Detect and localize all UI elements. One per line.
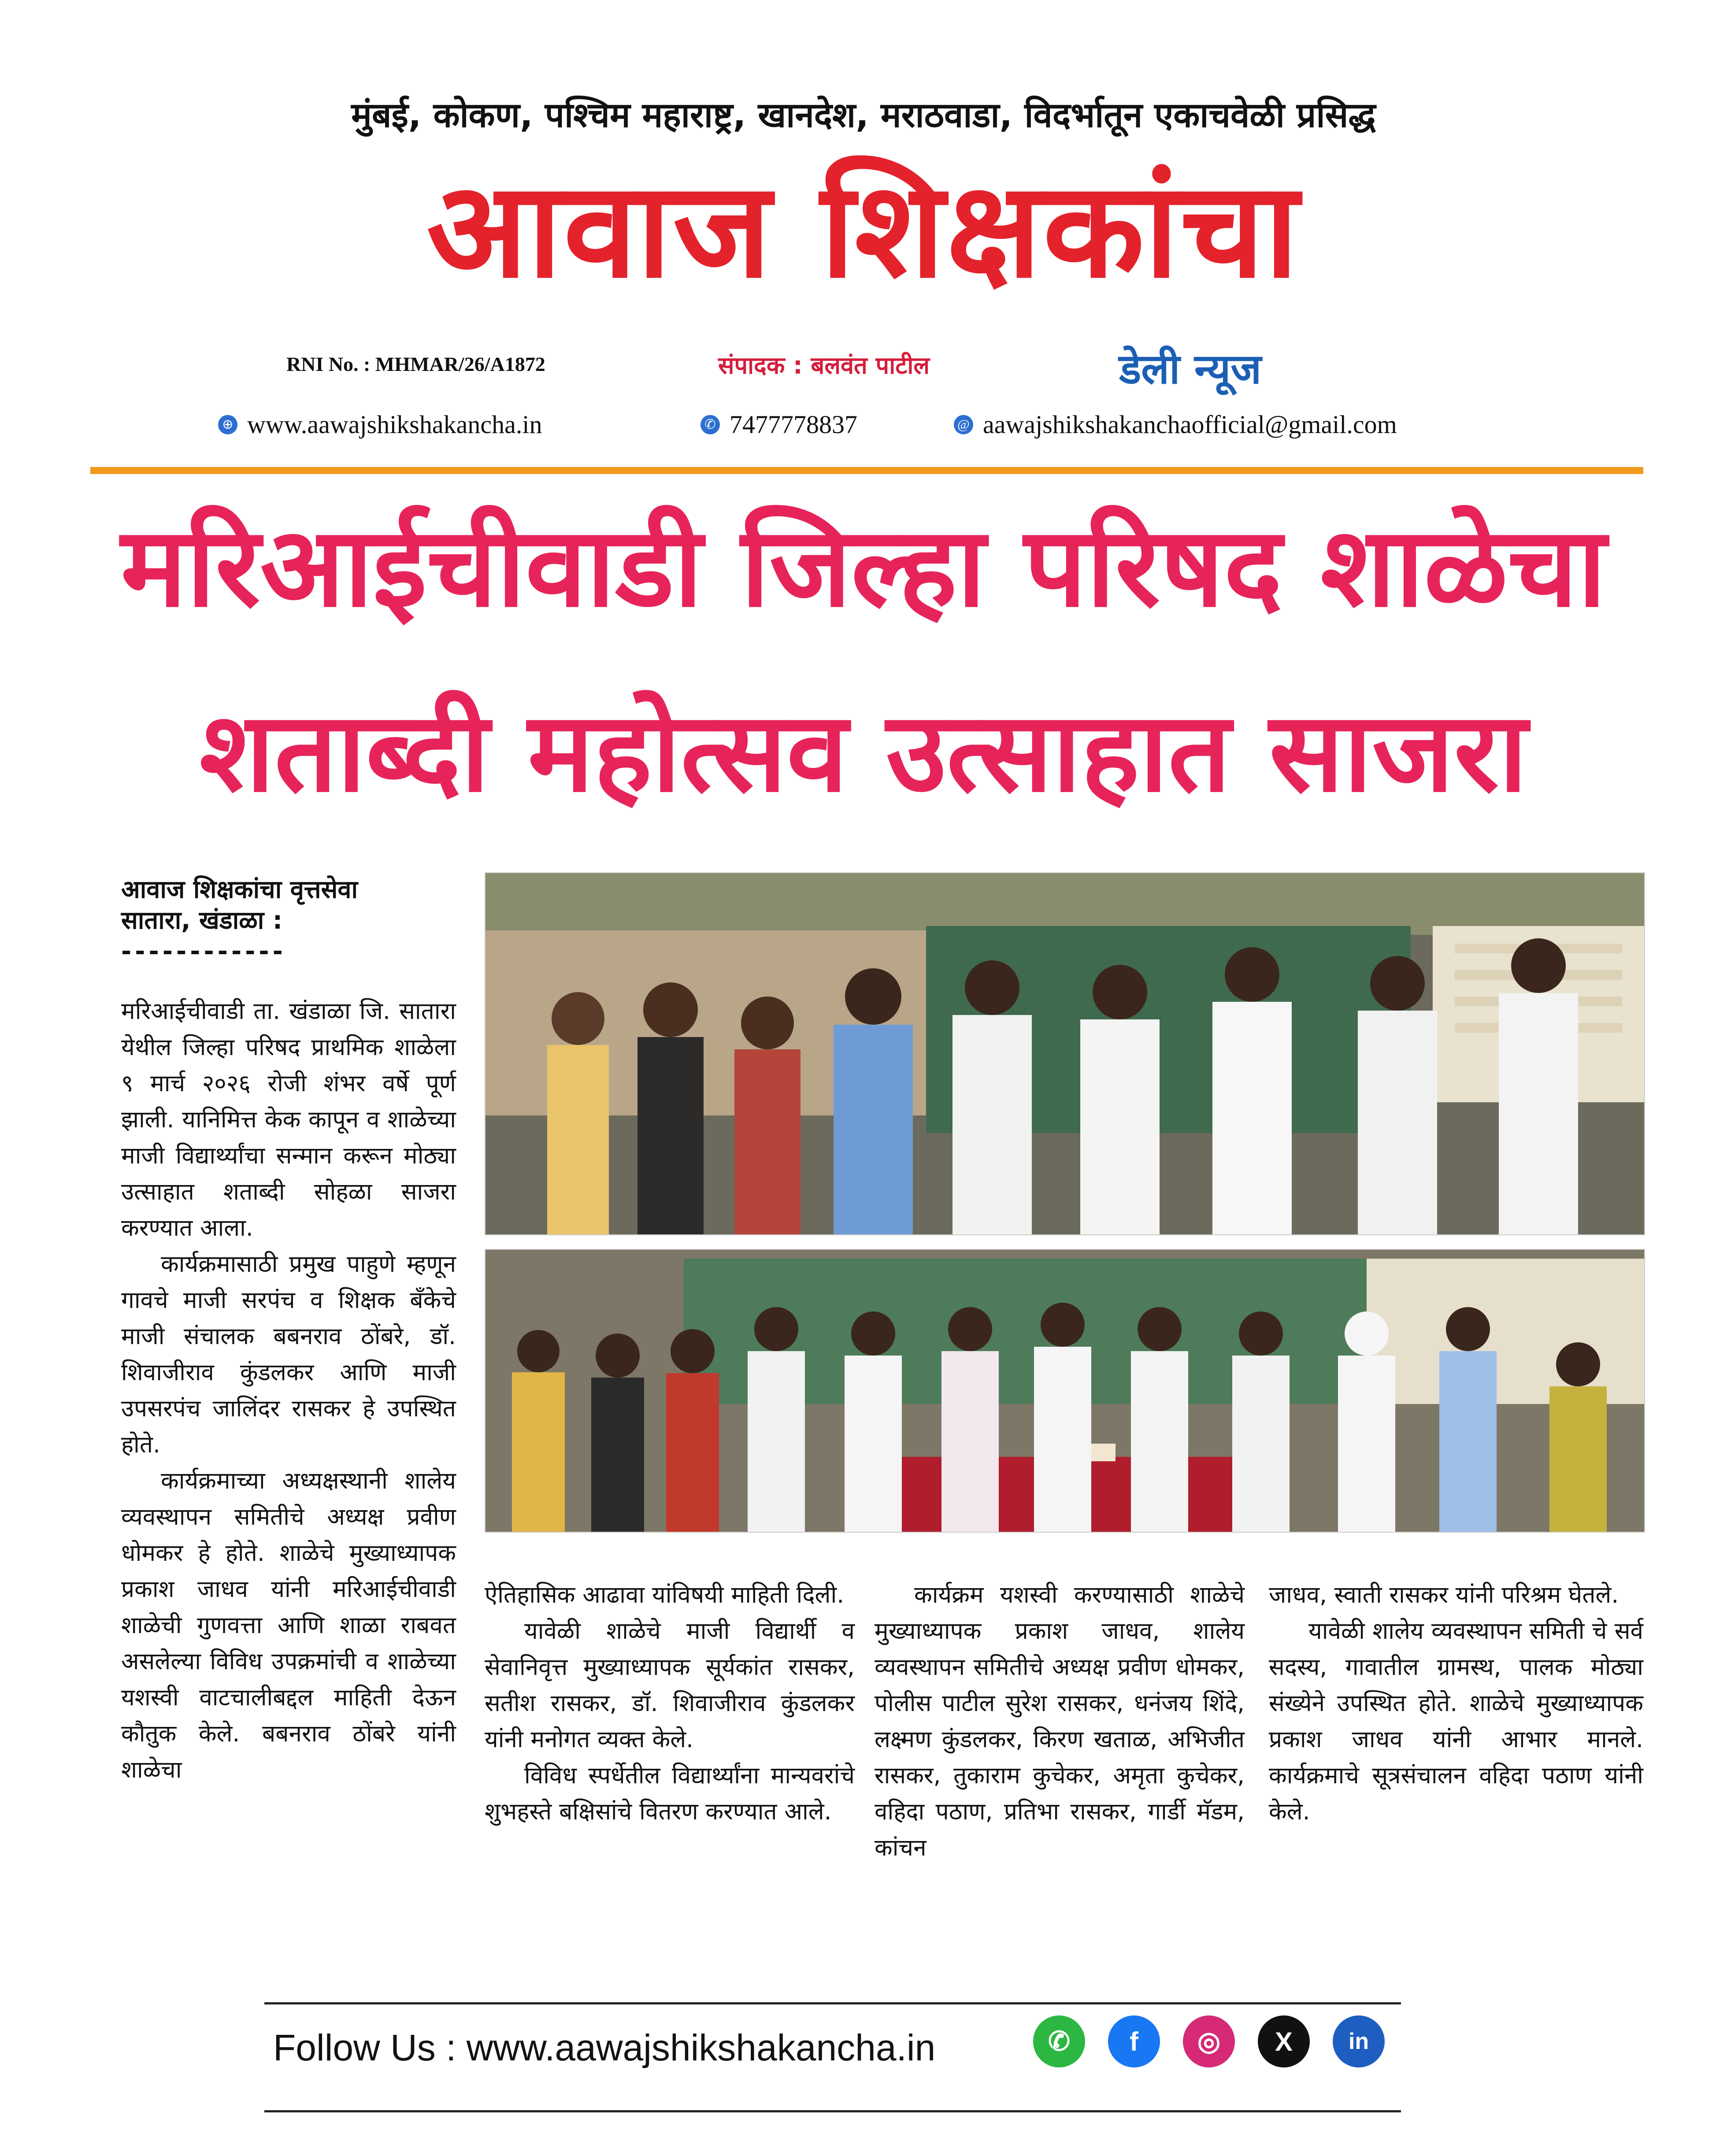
event-photo-group bbox=[485, 1249, 1645, 1533]
paragraph: कार्यक्रमाच्या अध्यक्षस्थानी शालेय व्यवस्थापन समितीचे अध्यक्ष प्रवीण धोमकर हे होते. शाळेचे मुख्याध्यापक प्रकाश जाधव यांनी मरिआईचीवाडी शाळेची गुणवत्ता आणि शाळा राबवत असलेल्या विविध उपक्रमांची व शाळेच्या यशस्वी वाटचालीबद्दल माहिती देऊन कौतुक केले. बबनराव ठोंबरे यांनी शाळेचा bbox=[121, 1467, 456, 1783]
whatsapp-icon[interactable]: ✆ bbox=[1033, 2015, 1085, 2067]
phone-contact[interactable] bbox=[700, 410, 857, 439]
footer-bottom-rule bbox=[264, 2110, 1401, 2112]
website-text: www.aawajshikshakancha.in bbox=[247, 410, 542, 439]
byline bbox=[121, 874, 460, 967]
byline-divider: ------------ bbox=[121, 937, 286, 966]
article-column-2 bbox=[485, 1577, 855, 1830]
rni-number: RNI No. : MHMAR/26/A1872 bbox=[286, 353, 545, 375]
footer-top-rule bbox=[264, 2002, 1401, 2004]
x-icon[interactable]: X bbox=[1258, 2015, 1310, 2067]
globe-icon: ⊕ bbox=[218, 415, 237, 434]
email-icon: @ bbox=[954, 415, 973, 434]
headline-line-2: शताब्दी महोत्सव उत्साहात साजरा bbox=[199, 688, 1528, 816]
paragraph: जाधव, स्वाती रासकर यांनी परिश्रम घेतले. bbox=[1269, 1582, 1619, 1608]
article-column-1 bbox=[121, 993, 456, 1788]
follow-us-text[interactable]: Follow Us : www.aawajshikshakancha.in bbox=[273, 2027, 936, 2068]
paragraph: विविध स्पर्धेतील विद्यार्थ्यांना मान्यवरांचे शुभहस्ते बक्षिसांचे वितरण करण्यात आले. bbox=[485, 1762, 855, 1825]
paragraph: कार्यक्रम यशस्वी करण्यासाठी शाळेचे मुख्याध्यापक प्रकाश जाधव, शालेय व्यवस्थापन समितीचे अध्यक्ष प्रवीण धोमकर, पोलीस पाटील सुरेश रासकर, धनंजय शिंदे, लक्ष्मण कुंडलकर, किरण खताळ, अभिजीत रासकर, तुकाराम कुचेकर, अमृता कुचेकर, वहिदा पठाण, प्रतिभा रासकर, गार्डी मॅडम, कांचन bbox=[875, 1582, 1245, 1861]
paragraph: यावेळी शालेय व्यवस्थापन समिती चे सर्व सदस्य, गावातील ग्रामस्थ, पालक मोठ्या संख्येने उपस्थित होते. शाळेचे मुख्याध्यापक प्रकाश जाधव यांनी आभार मानले. कार्यक्रमाचे सूत्रसंचालन वहिदा पठाण यांनी केले. bbox=[1269, 1618, 1643, 1825]
email-contact[interactable] bbox=[954, 410, 1397, 439]
paragraph: ऐतिहासिक आढावा यांविषयी माहिती दिली. bbox=[485, 1582, 845, 1608]
byline-source: आवाज शिक्षकांचा वृत्तसेवा bbox=[121, 875, 358, 904]
paragraph: यावेळी शाळेचे माजी विद्यार्थी व सेवानिवृत्त मुख्याध्यापक सूर्यकांत रासकर, सतीश रासकर, डॉ. शिवाजीराव कुंडलकर यांनी मनोगत व्यक्त केले. bbox=[485, 1618, 855, 1753]
event-photo-cake-cutting bbox=[485, 872, 1645, 1235]
linkedin-icon[interactable]: in bbox=[1333, 2015, 1385, 2067]
masthead-title: आवाज शिक्षकांचा bbox=[426, 153, 1301, 307]
instagram-icon[interactable]: ◎ bbox=[1183, 2015, 1235, 2067]
photo-illustration bbox=[485, 873, 1644, 1234]
facebook-icon[interactable]: f bbox=[1108, 2015, 1160, 2067]
article-column-4 bbox=[1269, 1577, 1643, 1830]
daily-news-label: डेली न्यूज bbox=[1119, 345, 1262, 393]
photo-illustration bbox=[485, 1250, 1644, 1532]
email-text: aawajshikshakanchaofficial@gmail.com bbox=[983, 410, 1397, 439]
website-contact[interactable] bbox=[218, 410, 542, 439]
article-column-3 bbox=[875, 1577, 1245, 1866]
phone-text: 7477778837 bbox=[730, 410, 857, 439]
phone-icon: ✆ bbox=[700, 415, 720, 434]
editor-name: संपादक : बलवंत पाटील bbox=[718, 352, 930, 379]
byline-place: सातारा, खंडाळा : bbox=[121, 906, 283, 935]
headline-line-1: मरिआईचीवाडी जिल्हा परिषद शाळेचा bbox=[121, 503, 1606, 631]
paragraph: मरिआईचीवाडी ता. खंडाळा जि. सातारा येथील जिल्हा परिषद प्राथमिक शाळेला ९ मार्च २०२६ रोजी शंभर वर्षे पूर्ण झाली. यानिमित्त केक कापून व शाळेच्या माजी विद्यार्थ्यांचा सन्मान करून मोठ्या उत्साहात शताब्दी सोहळा साजरा करण्यात आला. bbox=[121, 998, 456, 1241]
paragraph: कार्यक्रमासाठी प्रमुख पाहुणे म्हणून गावचे माजी सरपंच व शिक्षक बँकेचे माजी संचालक बबनराव ठोंबरे, डॉ. शिवाजीराव कुंडलकर आणि माजी उपसरपंच जालिंदर रासकर हे उपस्थित होते. bbox=[121, 1251, 456, 1458]
header-divider bbox=[90, 467, 1643, 474]
tagline: मुंबई, कोकण, पश्चिम महाराष्ट्र, खानदेश, मराठवाडा, विदर्भातून एकाचवेळी प्रसिद्ध bbox=[351, 96, 1376, 135]
